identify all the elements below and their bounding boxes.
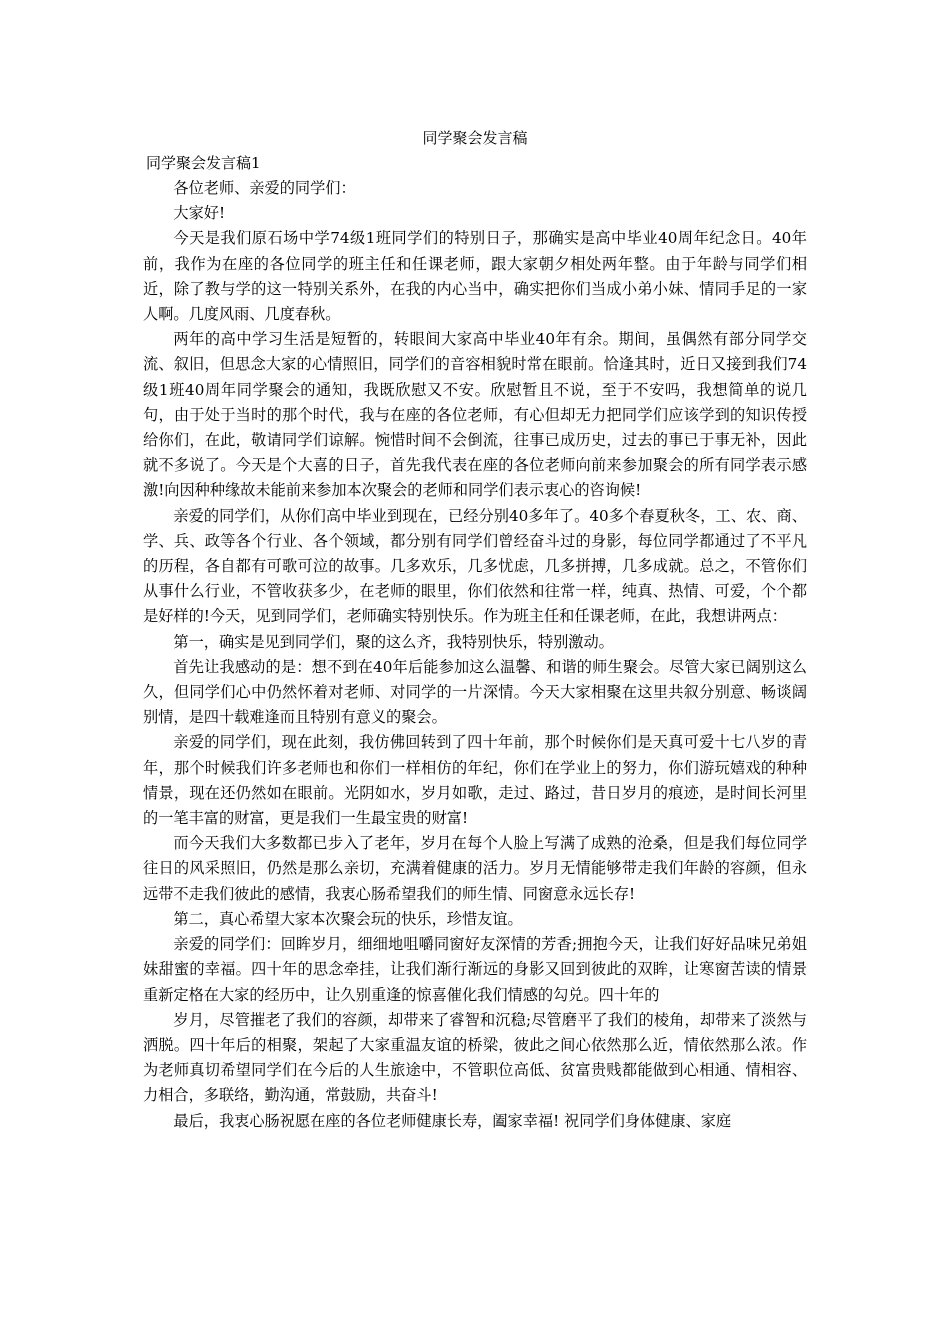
body-paragraph: 亲爱的同学们：回眸岁月，细细地咀嚼同窗好友深情的芳香;拥抱今天，让我们好好品味兄弟姐妹甜蜜的幸福。四十年的思念牵挂，让我们渐行渐远的身影又回到彼此的双眸，让寒窗苦读的情景重新定格在大家的经历中，让久别重逢的惊喜催化我们情感的勾兑。四十年的 [143, 935, 807, 1004]
hello-paragraph: 大家好! [173, 204, 226, 223]
body-paragraph: 两年的高中学习生活是短暂的，转眼间大家高中毕业40年有余。期间，虽偶然有部分同学交流、叙旧，但思念大家的心情照旧，同学们的音容相貌时常在眼前。恰逢其时，近日又接到我们74级1班40周年同学聚会的通知，我既欣慰又不安。欣慰暂且不说，至于不安吗，我想简单的说几句，由于处于当时的那个时代，我与在座的各位老师，有心但却无力把同学们应该学到的知识传授给你们，在此，敬请同学们谅解。惋惜时间不会倒流，往事已成历史，过去的事已于事无补，因此就不多说了。今天是个大喜的日子，首先我代表在座的各位老师向前来参加聚会的所有同学表示感激!向因种种缘故未能前来参加本次聚会的老师和同学们表示衷心的咨询候! [143, 330, 807, 500]
closing-paragraph: 最后，我衷心肠祝愿在座的各位老师健康长寿，阖家幸福! 祝同学们身体健康、家庭 [173, 1111, 732, 1130]
body-paragraph: 岁月，尽管摧老了我们的容颜，却带来了睿智和沉稳;尽管磨平了我们的棱角，却带来了淡然与洒脱。四十年后的相聚，架起了大家重温友谊的桥梁，彼此之间心依然那么近，情依然那么浓。作为老师真切希望同学们在今后的人生旅途中，不管职位高低、贫富贵贱都能做到心相通、情相容、力相合，多联络，勤沟通，常鼓励，共奋斗! [143, 1010, 807, 1105]
point-one-paragraph: 第一，确实是见到同学们，聚的这么齐，我特别快乐，特别激动。 [173, 632, 614, 651]
body-paragraph: 首先让我感动的是：想不到在40年后能参加这么温馨、和谐的师生聚会。尽管大家已阔别这么久，但同学们心中仍然怀着对老师、对同学的一片深情。今天大家相聚在这里共叙分别意、畅谈阔别情，是四十载难逢而且特别有意义的聚会。 [143, 657, 807, 727]
document-subtitle: 同学聚会发言稿1 [146, 154, 261, 172]
document-body [143, 176, 807, 1134]
body-paragraph: 而今天我们大多数都已步入了老年，岁月在每个人脸上写满了成熟的沧桑，但是我们每位同学往日的风采照旧，仍然是那么亲切，充满着健康的活力。岁月无情能够带走我们年龄的容颜，但永远带不走我们彼此的感情，我衷心肠希望我们的师生情、同窗意永远长存! [143, 834, 807, 903]
body-paragraph: 亲爱的同学们，从你们高中毕业到现在，已经分别40多年了。40多个春夏秋冬，工、农、商、学、兵、政等各个行业、各个领域，都分别有同学们曾经奋斗过的身影，每位同学都通过了不平凡的历程，各自都有可歌可泣的故事。几多欢乐，几多忧虑，几多拼搏，几多成就。总之，不管你们从事什么行业，不管收获多少，在老师的眼里，你们依然和往常一样，纯真、热情、可爱，个个都是好样的!今天，见到同学们，老师确实特别快乐。作为班主任和任课老师，在此，我想讲两点： [143, 506, 807, 626]
document-title: 同学聚会发言稿 [422, 129, 528, 147]
body-paragraph: 亲爱的同学们，现在此刻，我仿佛回转到了四十年前，那个时候你们是天真可爱十七八岁的青年，那个时候我们许多老师也和你们一样相仿的年纪，你们在学业上的努力，你们游玩嬉戏的种种情景，现在还仍然如在眼前。光阴如水，岁月如歌，走过、路过，昔日岁月的痕迹，是时间长河里的一笔丰富的财富，更是我们一生最宝贵的财富! [143, 733, 807, 828]
greeting-paragraph: 各位老师、亲爱的同学们： [173, 179, 356, 197]
point-two-paragraph: 第二，真心希望大家本次聚会玩的快乐，珍惜友谊。 [173, 909, 523, 928]
body-paragraph: 今天是我们原石场中学74级1班同学们的特别日子，那确实是高中毕业40周年纪念日。40年前，我作为在座的各位同学的班主任和任课老师，跟大家朝夕相处两年整。由于年龄与同学们相近，除了教与学的这一特别关系外，在我的内心当中，确实把你们当成小弟小妹、情同手足的一家人啊。几度风雨、几度春秋。 [143, 229, 807, 324]
